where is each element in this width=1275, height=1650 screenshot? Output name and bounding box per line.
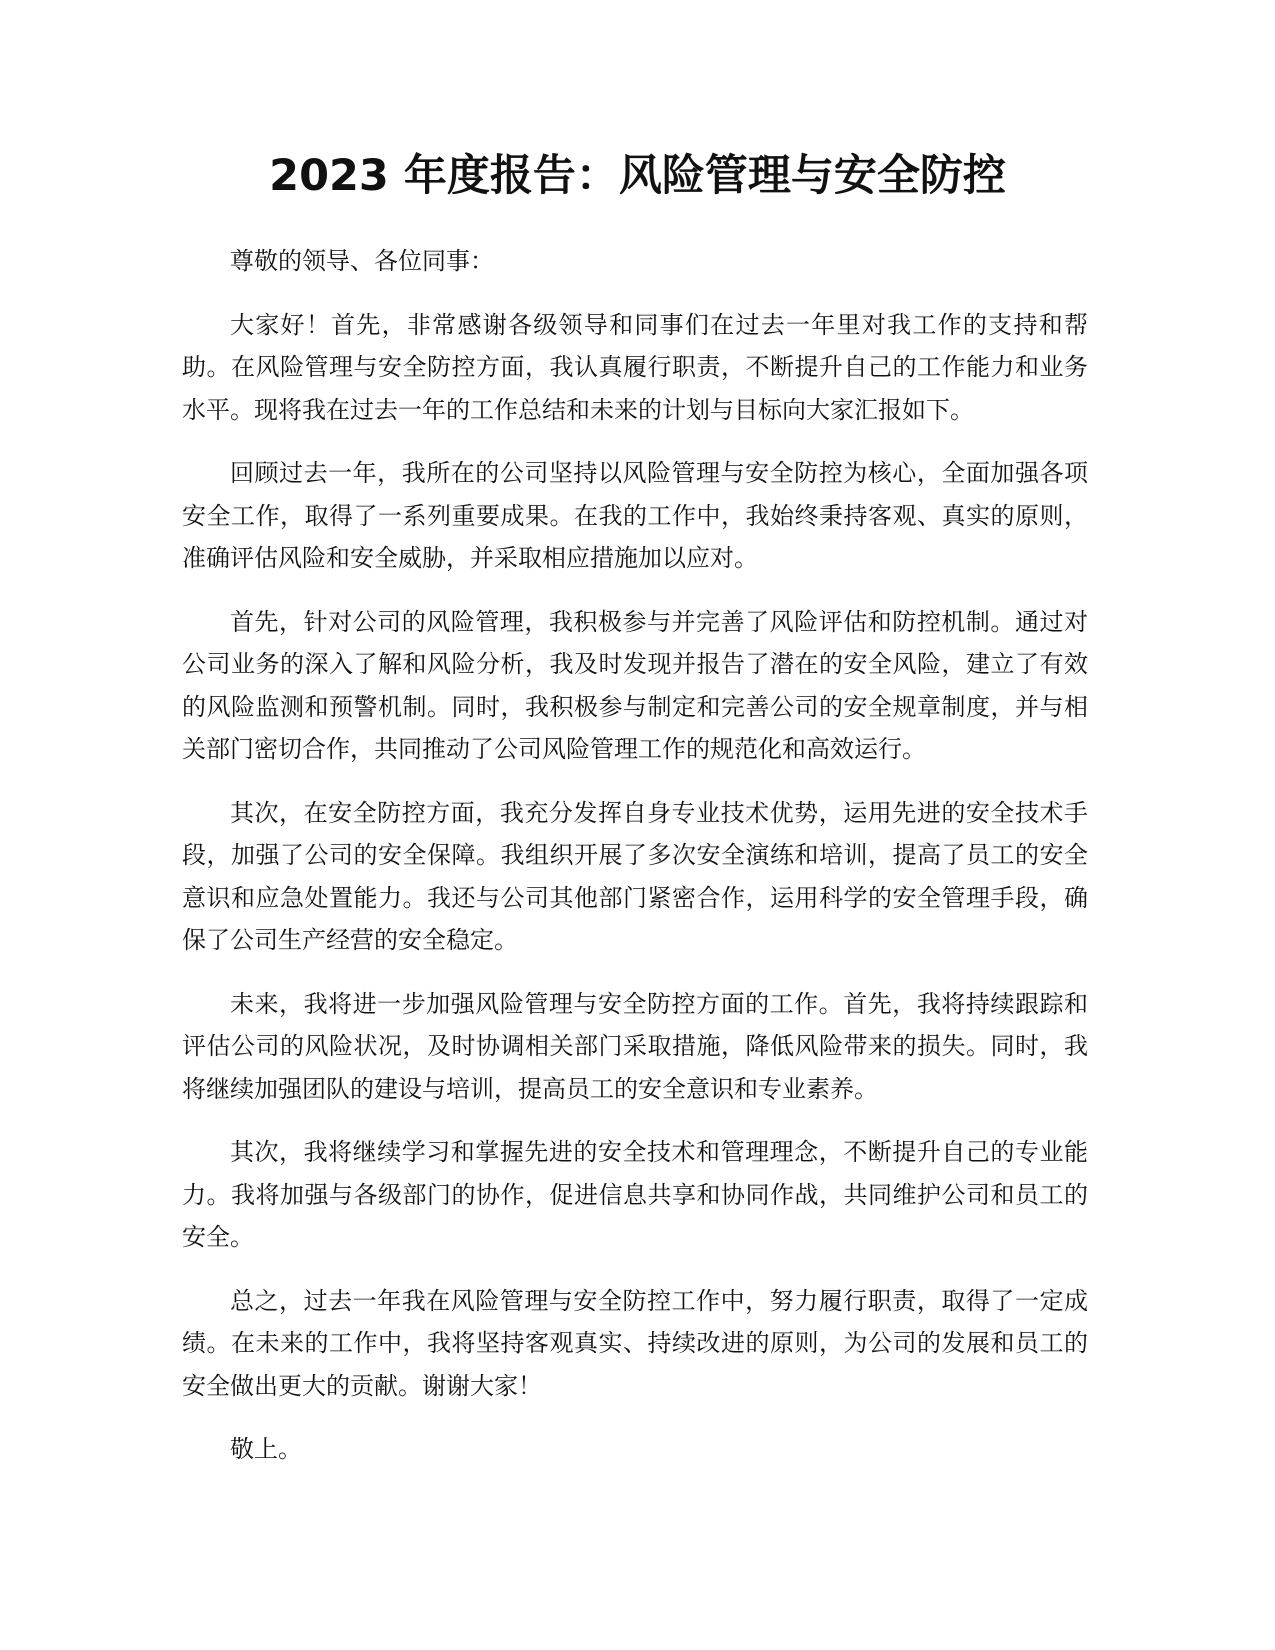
paragraph-conclusion: 总之，过去一年我在风险管理与安全防控工作中，努力履行职责，取得了一定成绩。在未来的工作中，我将坚持客观真实、持续改进的原则，为公司的发展和员工的安全做出更大的贡献。谢谢大家！ [182, 1286, 1088, 1400]
paragraph-future-plan: 未来，我将进一步加强风险管理与安全防控方面的工作。首先，我将持续跟踪和评估公司的风险状况，及时协调相关部门采取措施，降低风险带来的损失。同时，我将继续加强团队的建设与培训，提高员工的安全意识和专业素养。 [182, 989, 1088, 1103]
closing: 敬上。 [230, 1435, 302, 1463]
paragraph-greeting: 大家好！首先，非常感谢各级领导和同事们在过去一年里对我工作的支持和帮助。在风险管理与安全防控方面，我认真履行职责，不断提升自己的工作能力和业务水平。现将我在过去一年的工作总结和未来的计划与目标向大家汇报如下。 [182, 310, 1088, 424]
document-body [182, 240, 1088, 1492]
document-title: 2023 年度报告：风险管理与安全防控 [269, 151, 1006, 201]
paragraph-risk-management: 首先，针对公司的风险管理，我积极参与并完善了风险评估和防控机制。通过对公司业务的深入了解和风险分析，我及时发现并报告了潜在的安全风险，建立了有效的风险监测和预警机制。同时，我积极参与制定和完善公司的安全规章制度，并与相关部门密切合作，共同推动了公司风险管理工作的规范化和高效运行。 [182, 607, 1088, 763]
paragraph-security-control: 其次，在安全防控方面，我充分发挥自身专业技术优势，运用先进的安全技术手段，加强了公司的安全保障。我组织开展了多次安全演练和培训，提高了员工的安全意识和应急处置能力。我还与公司其他部门紧密合作，运用科学的安全管理手段，确保了公司生产经营的安全稳定。 [182, 798, 1088, 954]
paragraph-review: 回顾过去一年，我所在的公司坚持以风险管理与安全防控为核心，全面加强各项安全工作，取得了一系列重要成果。在我的工作中，我始终秉持客观、真实的原则，准确评估风险和安全威胁，并采取相应措施加以应对。 [182, 459, 1088, 572]
paragraph-learning: 其次，我将继续学习和掌握先进的安全技术和管理理念，不断提升自己的专业能力。我将加强与各级部门的协作，促进信息共享和协同作战，共同维护公司和员工的安全。 [182, 1138, 1088, 1251]
salutation: 尊敬的领导、各位同事： [230, 247, 494, 275]
